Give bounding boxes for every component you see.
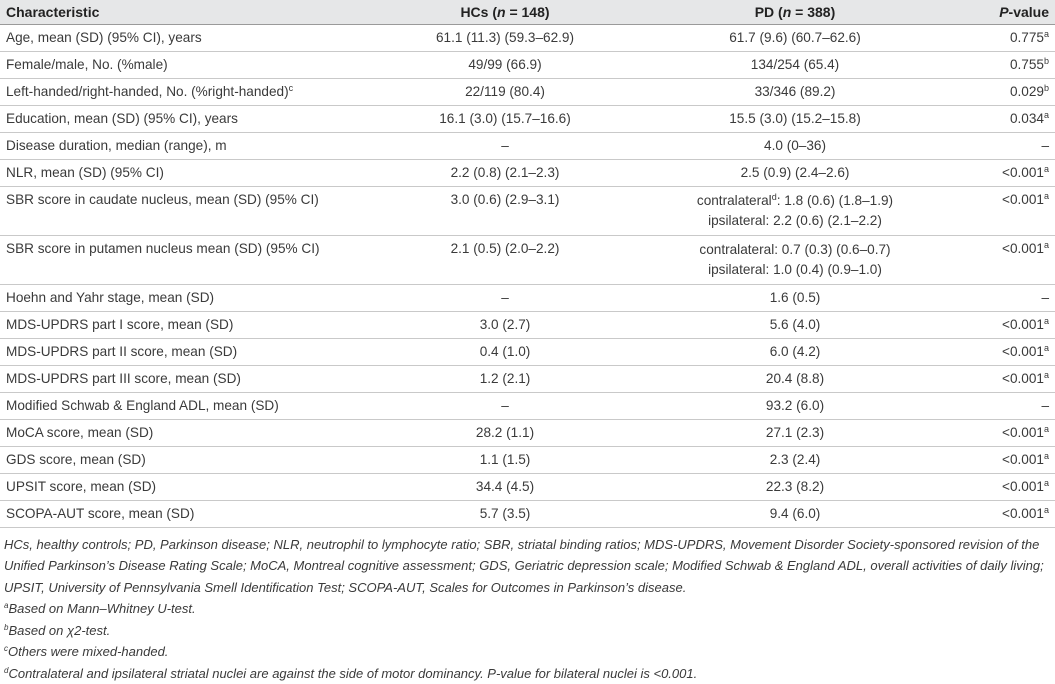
row-p: <0.001$^a$	[960, 473, 1055, 500]
table-row	[0, 51, 1055, 78]
row-label: MDS-UPDRS part II score, mean (SD)	[0, 338, 380, 365]
table-notes	[0, 528, 1055, 684]
row-label: Modified Schwab & England ADL, mean (SD)	[0, 392, 380, 419]
table-body	[0, 24, 1055, 527]
row-hcs: –	[380, 284, 630, 311]
row-hcs: 1.2 (2.1)	[380, 365, 630, 392]
row-hcs: 34.4 (4.5)	[380, 473, 630, 500]
table-row	[0, 284, 1055, 311]
header-hcs: HCs (n = 148)	[380, 0, 630, 24]
row-label: Hoehn and Yahr stage, mean (SD)	[0, 284, 380, 311]
row-pd: 134/254 (65.4)	[630, 51, 960, 78]
row-pd: 33/346 (89.2)	[630, 78, 960, 105]
row-label: Disease duration, median (range), m	[0, 132, 380, 159]
row-pd: 93.2 (6.0)	[630, 392, 960, 419]
table-row	[0, 392, 1055, 419]
table-row	[0, 419, 1055, 446]
row-pd	[630, 235, 960, 284]
row-label: SBR score in putamen nucleus mean (SD) (95% CI)	[0, 235, 380, 284]
row-p: <0.001$^a$	[960, 159, 1055, 186]
row-p: –	[960, 132, 1055, 159]
table-row	[0, 186, 1055, 235]
table-row	[0, 105, 1055, 132]
pd-contralateral: contralateral$^d$: 1.8 (0.6) (1.8–1.9)	[636, 191, 954, 211]
row-hcs: 0.4 (1.0)	[380, 338, 630, 365]
row-pd: 2.3 (2.4)	[630, 446, 960, 473]
row-p: <0.001$^a$	[960, 419, 1055, 446]
table-row	[0, 473, 1055, 500]
table-row	[0, 132, 1055, 159]
row-p: –	[960, 284, 1055, 311]
table-row	[0, 446, 1055, 473]
row-pd: 22.3 (8.2)	[630, 473, 960, 500]
row-label: MDS-UPDRS part III score, mean (SD)	[0, 365, 380, 392]
row-p: <0.001$^a$	[960, 311, 1055, 338]
header-row	[0, 0, 1055, 24]
table-row	[0, 500, 1055, 527]
row-p: 0.755$^b$	[960, 51, 1055, 78]
header-pd: PD (n = 388)	[630, 0, 960, 24]
row-hcs: –	[380, 132, 630, 159]
footnote-c: $^c$Others were mixed-handed.	[4, 641, 1051, 663]
row-pd: 1.6 (0.5)	[630, 284, 960, 311]
row-label: UPSIT score, mean (SD)	[0, 473, 380, 500]
row-hcs: 16.1 (3.0) (15.7–16.6)	[380, 105, 630, 132]
row-pd: 4.0 (0–36)	[630, 132, 960, 159]
row-p: <0.001$^a$	[960, 365, 1055, 392]
abbreviations-line-3: UPSIT, University of Pennsylvania Smell Identification Test; SCOPA-AUT, Scales for Outcomes in Parkinson’s disease.	[4, 577, 1051, 599]
header-characteristic: Characteristic	[0, 0, 380, 24]
pd-ipsilateral: ipsilateral: 2.2 (0.6) (2.1–2.2)	[636, 211, 954, 231]
row-p: <0.001$^a$	[960, 446, 1055, 473]
row-label: MDS-UPDRS part I score, mean (SD)	[0, 311, 380, 338]
row-hcs: 5.7 (3.5)	[380, 500, 630, 527]
row-label: NLR, mean (SD) (95% CI)	[0, 159, 380, 186]
row-pd: 15.5 (3.0) (15.2–15.8)	[630, 105, 960, 132]
row-p: <0.001$^a$	[960, 235, 1055, 284]
row-hcs: 22/119 (80.4)	[380, 78, 630, 105]
footnote-d: $^d$Contralateral and ipsilateral striatal nuclei are against the side of motor dominancy. P-value for bilateral nuclei is <0.001.	[4, 663, 1051, 684]
row-hcs: 49/99 (66.9)	[380, 51, 630, 78]
row-label: MoCA score, mean (SD)	[0, 419, 380, 446]
row-p: 0.034$^a$	[960, 105, 1055, 132]
row-pd: 27.1 (2.3)	[630, 419, 960, 446]
row-pd: 61.7 (9.6) (60.7–62.6)	[630, 24, 960, 51]
row-hcs: 3.0 (0.6) (2.9–3.1)	[380, 186, 630, 235]
row-label: Left-handed/right-handed, No. (%right-handed)$^c$	[0, 78, 380, 105]
row-pd: 9.4 (6.0)	[630, 500, 960, 527]
row-hcs: –	[380, 392, 630, 419]
row-p: <0.001$^a$	[960, 186, 1055, 235]
row-label: GDS score, mean (SD)	[0, 446, 380, 473]
row-label: Age, mean (SD) (95% CI), years	[0, 24, 380, 51]
table-row	[0, 78, 1055, 105]
footnote-b: $^b$Based on χ2-test.	[4, 620, 1051, 642]
row-hcs: 2.2 (0.8) (2.1–2.3)	[380, 159, 630, 186]
pd-ipsilateral: ipsilateral: 1.0 (0.4) (0.9–1.0)	[636, 260, 954, 280]
row-pd	[630, 186, 960, 235]
row-hcs: 61.1 (11.3) (59.3–62.9)	[380, 24, 630, 51]
row-label: SCOPA-AUT score, mean (SD)	[0, 500, 380, 527]
row-p: 0.775$^a$	[960, 24, 1055, 51]
table-row	[0, 338, 1055, 365]
abbreviations-line-1: HCs, healthy controls; PD, Parkinson disease; NLR, neutrophil to lymphocyte ratio; SBR, striatal binding ratios; MDS-UPDRS, Movement Disorder Society-sponsored revision of the	[4, 534, 1051, 556]
row-p: <0.001$^a$	[960, 500, 1055, 527]
row-label: SBR score in caudate nucleus, mean (SD) (95% CI)	[0, 186, 380, 235]
row-label: Education, mean (SD) (95% CI), years	[0, 105, 380, 132]
table-row	[0, 235, 1055, 284]
table-row	[0, 311, 1055, 338]
row-label: Female/male, No. (%male)	[0, 51, 380, 78]
row-hcs: 2.1 (0.5) (2.0–2.2)	[380, 235, 630, 284]
table-row	[0, 365, 1055, 392]
table-row	[0, 24, 1055, 51]
row-hcs: 1.1 (1.5)	[380, 446, 630, 473]
header-p-value: P-value	[960, 0, 1055, 24]
row-pd: 5.6 (4.0)	[630, 311, 960, 338]
footnote-a: $^a$Based on Mann–Whitney U-test.	[4, 598, 1051, 620]
row-p: –	[960, 392, 1055, 419]
row-pd: 2.5 (0.9) (2.4–2.6)	[630, 159, 960, 186]
row-hcs: 28.2 (1.1)	[380, 419, 630, 446]
row-pd: 20.4 (8.8)	[630, 365, 960, 392]
row-hcs: 3.0 (2.7)	[380, 311, 630, 338]
row-p: <0.001$^a$	[960, 338, 1055, 365]
pd-contralateral: contralateral: 0.7 (0.3) (0.6–0.7)	[636, 240, 954, 260]
row-pd: 6.0 (4.2)	[630, 338, 960, 365]
abbreviations-line-2: Unified Parkinson’s Disease Rating Scale; MoCA, Montreal cognitive assessment; GDS, Geriatric depression scale; Modified Schwab & England ADL, overall activities of daily living;	[4, 555, 1051, 577]
table-row	[0, 159, 1055, 186]
row-p: 0.029$^b$	[960, 78, 1055, 105]
